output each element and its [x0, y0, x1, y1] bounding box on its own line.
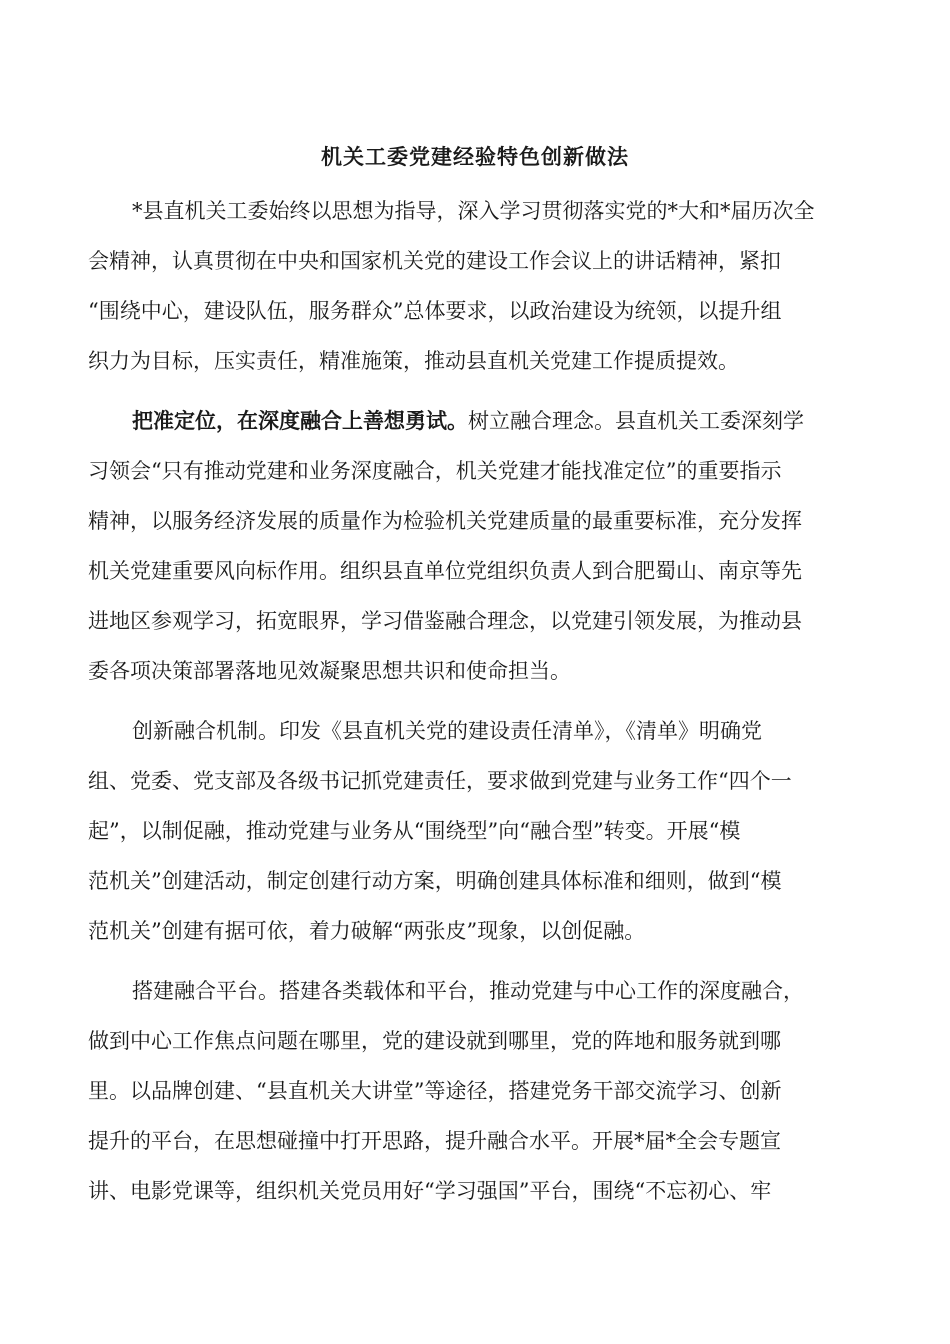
paragraph-3-line-2: 组、党委、党支部及各级书记抓党建责任，要求做到党建与业务工作“四个一	[88, 769, 792, 793]
paragraph-2-line-1-text: 树立融合理念。县直机关工委深刻学	[468, 409, 804, 433]
paragraph-3-line-3: 起”，以制促融，推动党建与业务从“围绕型”向“融合型”转变。开展“模	[88, 819, 741, 843]
paragraph-1-line-3: “围绕中心，建设队伍，服务群众”总体要求，以政治建设为统领，以提升组	[88, 299, 782, 323]
paragraph-4-line-3: 里。以品牌创建、“县直机关大讲堂”等途径，搭建党务干部交流学习、创新	[88, 1079, 782, 1103]
paragraph-1-line-4: 织力为目标，压实责任，精准施策，推动县直机关党建工作提质提效。	[88, 349, 739, 373]
paragraph-2-line-6: 委各项决策部署落地见效凝聚思想共识和使命担当。	[88, 659, 571, 683]
paragraph-4-line-2: 做到中心工作焦点问题在哪里，党的建设就到哪里，党的阵地和服务就到哪	[88, 1029, 781, 1053]
paragraph-1-line-1: *县直机关工委始终以思想为指导，深入学习贯彻落实党的*大和*届历次全	[132, 199, 815, 223]
paragraph-3-line-5: 范机关”创建有据可依，着力破解“两张皮”现象，以创促融。	[88, 919, 646, 943]
paragraph-2-line-4: 机关党建重要风向标作用。组织县直单位党组织负责人到合肥蜀山、南京等先	[88, 559, 802, 583]
paragraph-4-line-1: 搭建融合平台。搭建各类载体和平台，推动党建与中心工作的深度融合，	[132, 979, 804, 1003]
paragraph-2-lead: 把准定位，在深度融合上善想勇试。	[132, 408, 468, 433]
paragraph-2-line-2: 习领会“只有推动党建和业务深度融合，机关党建才能找准定位”的重要指示	[88, 459, 782, 483]
document-title: 机关工委党建经验特色创新做法	[321, 144, 629, 169]
paragraph-4-line-4: 提升的平台，在思想碰撞中打开思路，提升融合水平。开展*届*全会专题宣	[88, 1129, 781, 1153]
paragraph-2-line-1	[132, 406, 804, 436]
paragraph-3-line-4: 范机关”创建活动，制定创建行动方案，明确创建具体标准和细则，做到“模	[88, 869, 782, 893]
paragraph-1-line-2: 会精神，认真贯彻在中央和国家机关党的建设工作会议上的讲话精神，紧扣	[88, 249, 781, 273]
paragraph-2-line-5: 进地区参观学习，拓宽眼界，学习借鉴融合理念，以党建引领发展，为推动县	[88, 609, 802, 633]
paragraph-2-line-3: 精神，以服务经济发展的质量作为检验机关党建质量的最重要标准，充分发挥	[88, 509, 802, 533]
paragraph-4-line-5: 讲、电影党课等，组织机关党员用好“学习强国”平台，围绕“不忘初心、牢	[88, 1179, 772, 1203]
paragraph-3-line-1: 创新融合机制。印发《县直机关党的建设责任清单》，《清单》明确党	[132, 719, 762, 743]
